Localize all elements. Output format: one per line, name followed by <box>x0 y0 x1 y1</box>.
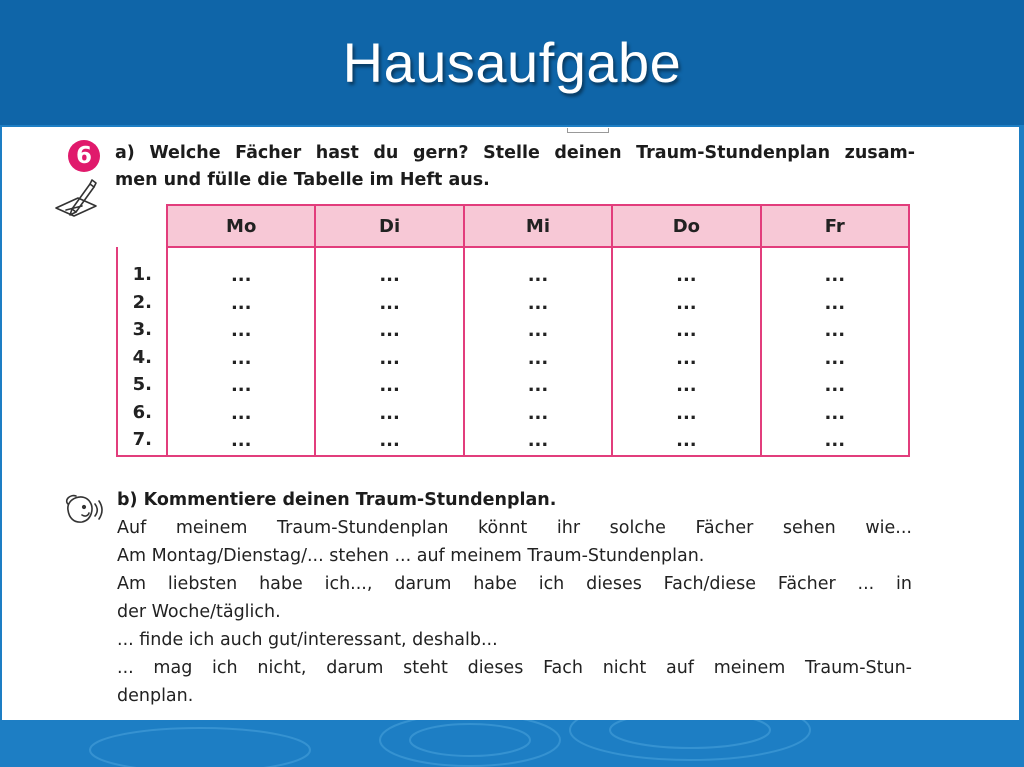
period-number: 5. <box>132 374 152 395</box>
timetable-cell: ... <box>379 347 400 369</box>
page-marker <box>567 128 609 133</box>
task-b-line-3: Am liebsten habe ich..., darum habe ich dieses Fach/diese Fächer ... in <box>117 574 912 594</box>
period-number: 7. <box>132 429 152 450</box>
timetable-cell: ... <box>379 292 400 314</box>
timetable-cell: ... <box>379 265 400 286</box>
timetable-cell: ... <box>230 402 252 424</box>
timetable-cell: ... <box>527 320 549 341</box>
period-numbers-column <box>117 247 167 456</box>
timetable-cell: ... <box>379 375 400 396</box>
timetable-cell: ... <box>676 402 697 424</box>
timetable-cell: ... <box>527 292 549 314</box>
timetable-cell: ... <box>379 430 400 451</box>
timetable-cell: ... <box>230 430 252 451</box>
table-corner <box>117 205 167 247</box>
day-header-fr: Fr <box>761 205 909 247</box>
task-b-line-6: ... mag ich nicht, darum steht dieses Fach nicht auf meinem Traum-Stun- <box>117 658 912 678</box>
writing-pencil-icon <box>52 176 102 222</box>
timetable-cell: ... <box>379 320 400 341</box>
task-b-line-4: der Woche/täglich. <box>117 602 281 622</box>
timetable-cell: ... <box>676 430 697 451</box>
day-column-do <box>612 247 760 456</box>
timetable-cell: ... <box>527 265 549 286</box>
timetable-cell: ... <box>527 347 549 369</box>
timetable-cell: ... <box>527 402 549 424</box>
day-column-mi <box>464 247 612 456</box>
timetable-cell: ... <box>230 347 252 369</box>
timetable-cell: ... <box>824 347 846 369</box>
timetable-cell: ... <box>676 265 697 286</box>
timetable <box>116 204 910 457</box>
exercise-number-badge: 6 <box>68 140 100 172</box>
period-number: 3. <box>132 319 152 340</box>
timetable-cell: ... <box>527 430 549 451</box>
period-number: 6. <box>132 401 152 423</box>
task-a-line-2: men und fülle die Tabelle im Heft aus. <box>115 170 490 190</box>
timetable-cell: ... <box>230 320 252 341</box>
day-header-mi: Mi <box>464 205 612 247</box>
slide-title: Hausaufgabe <box>342 31 682 94</box>
task-b-line-5: ... finde ich auch gut/interessant, deshalb... <box>117 630 498 650</box>
task-b-line-1: Auf meinem Traum-Stundenplan könnt ihr solche Fächer sehen wie... <box>117 518 912 538</box>
timetable-cell: ... <box>676 375 697 396</box>
day-column-di <box>315 247 463 456</box>
worksheet-page <box>2 127 1019 720</box>
speaking-face-icon <box>60 490 104 528</box>
timetable-cell: ... <box>527 375 549 396</box>
period-number: 1. <box>132 264 152 285</box>
day-header-mo: Mo <box>167 205 315 247</box>
timetable-cell: ... <box>824 265 846 286</box>
period-number: 4. <box>132 346 152 368</box>
period-number: 2. <box>132 291 152 313</box>
task-b-line-2: Am Montag/Dienstag/... stehen ... auf meinem Traum-Stundenplan. <box>117 546 705 566</box>
day-column-fr <box>761 247 909 456</box>
timetable-cell: ... <box>824 320 846 341</box>
task-b-section <box>117 486 912 710</box>
task-a-line-1: a) Welche Fächer hast du gern? Stelle deinen Traum-Stundenplan zusam- <box>115 143 915 163</box>
timetable-cell: ... <box>379 402 400 424</box>
timetable-cell: ... <box>676 320 697 341</box>
timetable-cell: ... <box>824 292 846 314</box>
timetable-cell: ... <box>676 292 697 314</box>
day-header-di: Di <box>315 205 463 247</box>
task-a-instructions <box>115 140 915 194</box>
timetable-cell: ... <box>824 375 846 396</box>
task-b-heading: b) Kommentiere deinen Traum-Stundenplan. <box>117 490 557 510</box>
timetable-cell: ... <box>230 292 252 314</box>
timetable-cell: ... <box>824 430 846 451</box>
timetable-cell: ... <box>824 402 846 424</box>
day-column-mo <box>167 247 315 456</box>
timetable-cell: ... <box>230 265 252 286</box>
timetable-cell: ... <box>230 375 252 396</box>
timetable-cell: ... <box>676 347 697 369</box>
day-header-do: Do <box>612 205 760 247</box>
task-b-line-7: denplan. <box>117 686 194 706</box>
